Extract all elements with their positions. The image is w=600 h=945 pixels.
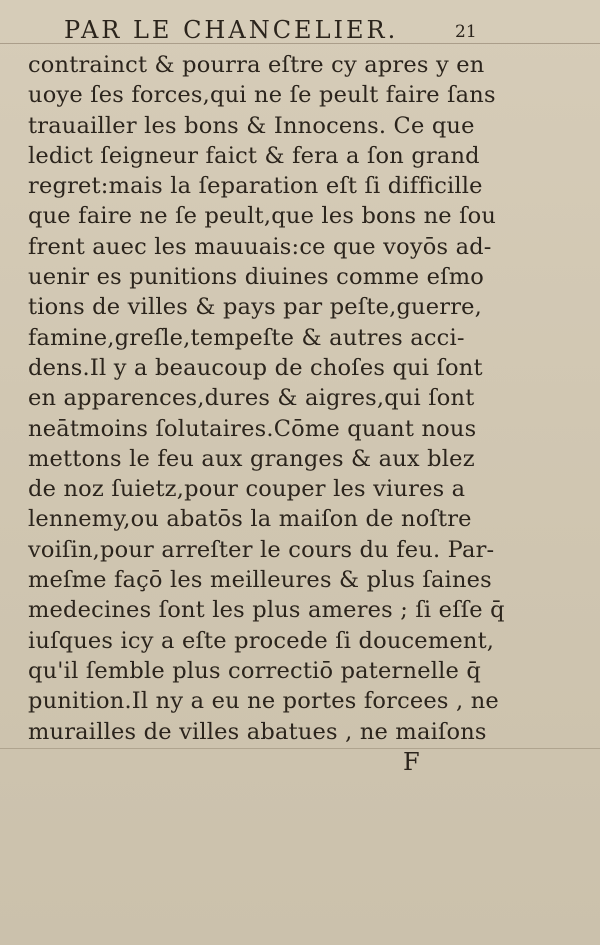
text-line: punition.Il ny a eu ne portes forcees , ne [28,688,499,715]
text-line: mettons le feu aux granges & aux blez [28,445,475,472]
text-line: en apparences,dures & aigres,qui ſont [28,385,475,412]
text-line: voiſin,pour arreſter le cours du feu. Par- [28,536,495,563]
page-number: 21 [455,22,477,42]
text-line: ledict ſeigneur faict & fera a ſon grand [28,142,480,169]
text-line: dens.Il y a beaucoup de choſes qui ſont [28,354,483,381]
text-line: uoye ſes forces,qui ne ſe peult faire ſans [28,82,496,109]
text-line: que faire ne ſe peult,que les bons ne ſou [28,203,497,230]
signature-mark: F [403,748,420,776]
running-head: PAR LE CHANCELIER. [64,16,399,44]
text-line: qu'il ſemble plus correctiō paternelle q̄ [28,657,481,684]
text-line: medecines ſont les plus ameres ; ſi eſſe q̄ [28,597,505,624]
body-text [28,50,508,747]
header-rule [0,43,600,44]
text-line: meſme façō les meilleures & plus ſaines [28,567,492,594]
text-line: tions de villes & pays par peſte,guerre, [28,294,483,321]
text-line: trauailler les bons & Innocens. Ce que [28,112,475,139]
text-line: uenir es punitions diuines comme eſmo [28,264,484,291]
text-line: regret:mais la ſeparation eſt ſi difficille [28,173,483,200]
footer-rule [0,748,600,749]
text-line: neātmoins ſolutaires.Cōme quant nous [28,415,477,442]
text-line: lennemy,ou abatōs la maiſon de noſtre [28,506,472,533]
text-line: iuſques icy a eſte procede ſi doucement, [28,627,495,654]
text-line: de noz ſuietz,pour couper les viures a [28,476,466,503]
page-header [0,14,600,44]
text-line: contrainct & pourra eſtre cy apres y en [28,52,485,78]
text-line: frent auec les mauuais:ce que voyōs ad- [28,233,492,260]
text-line: famine,greſle,tempeſte & autres acci- [28,324,465,351]
text-line: murailles de villes abatues , ne maiſons [28,718,487,745]
